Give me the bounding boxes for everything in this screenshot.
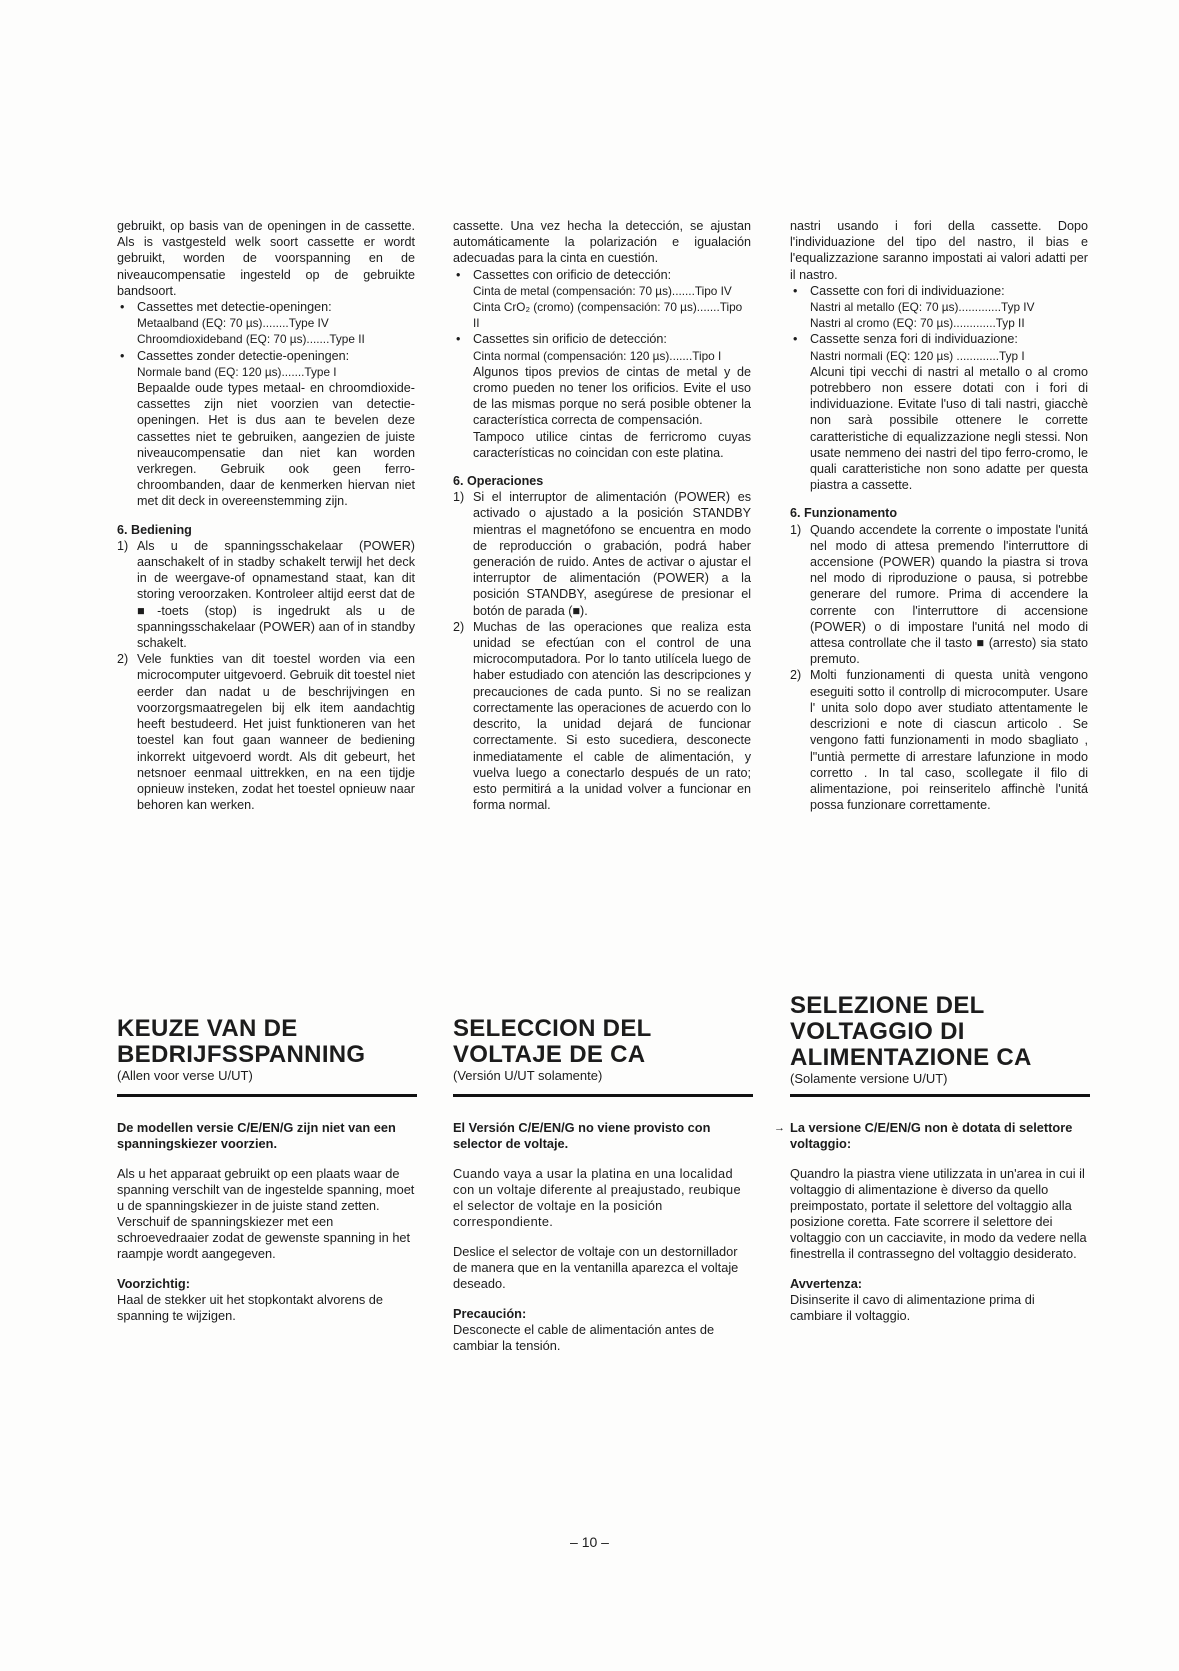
italian-heading-subtitle: (Solamente versione U/UT) (790, 1071, 948, 1086)
spanish-divider (453, 1094, 753, 1097)
dutch-heading-line-1: KEUZE VAN DE (117, 1015, 298, 1042)
spanish-para-1: Cuando vaya a usar la platina en una localidad con un voltaje diferente al preajustado, reubique el selector de voltaje en la posición correspondiente. (453, 1166, 741, 1229)
italian-caution-label: Avvertenza: (790, 1276, 863, 1291)
spanish-item-1-number: 1) (453, 490, 465, 505)
italian-spec-normal: Nastri normali (EQ: 120 µs) .............Typ I (810, 348, 1025, 363)
spanish-item-1-text: Si el interruptor de alimentación (POWER) es activado o ajustado a la posición STANDBY mientras el magnetófono se encuentra en modo de reproducción o grabación, podrá haber generación de ruido. Antes de activar o ajustar el interruptor de alimentación (POWER) a la posición STANDBY, asegúrese de presionar el botón de parada (■). (473, 490, 751, 618)
dutch-voltage-section (117, 1120, 417, 1338)
dutch-spec-normal: Normale band (EQ: 120 µs).......Type I (137, 364, 337, 379)
dutch-bullet-1-title: Cassettes met detectie-openingen: (137, 300, 332, 315)
italian-intro: nastri usando i fori della cassette. Dopo l'individuazione del tipo del nastro, il bias e l'equalizzazione saranno impostati ai valori adatti per il nastro. (790, 219, 1088, 282)
spanish-heading (453, 1016, 753, 1084)
dutch-item-1 (117, 538, 415, 651)
dutch-item-2 (117, 651, 415, 813)
spanish-heading-line-1: SELECCION DEL (453, 1015, 652, 1042)
dutch-caution-text: Haal de stekker uit het stopkontakt alvorens de spanning te wijzigen. (117, 1292, 384, 1323)
spanish-bullet-2-text: Algunos tipos previos de cintas de metal y de cromo pueden no tener los orificios. Evite el uso de las mismas porque no será posible obtener la característica correcta de compensación. (473, 364, 751, 428)
spanish-bullet-2-text-2: Tampoco utilice cintas de ferricromo cuyas características no coincidan con este platina. (473, 429, 751, 460)
spanish-cassette-list (453, 267, 751, 461)
spanish-intro: cassette. Una vez hecha la detección, se ajustan automáticamente la polarización e igualación adecuadas para la cinta en cuestión. (453, 219, 751, 266)
italian-item-1-number: 1) (790, 522, 802, 537)
italian-bullet-1 (790, 283, 1088, 299)
dutch-spec-chrome: Chroomdioxideband (EQ: 70 µs).......Type II (137, 332, 365, 347)
italian-item-2-text: Molti funzionamenti di questa unità vengono eseguiti sotto il controllp di microcomputer. Usare l' unita solo dopo aver studiato attentamente le descrizioni e note di ciascun articolo . Se vengono fatti funzionamenti in modo sbagliato , l"untià permette di arrestare lafunzione in modo corretto . In tal caso, scollegate il filo di alimentazione, poi reinseritelo affinchè l'unitá possa funzionare correttamente. (810, 668, 1088, 813)
italian-item-1-text: Quando accendete la corrente o impostate l'unitá nel modo di attesa premendo l'interruttore di accensione (POWER) quando la piastra si trova nel modo di riproduzione o pausa, si potrebbe generare del rumore. Prima di accendere la corrente con l'interruttore di accensione (POWER) o di impostare l'unitá nel modo di attesa controllate che il tasto ■ (arresto) sia stato premuto. (810, 522, 1088, 667)
dutch-heading (117, 1016, 417, 1084)
spanish-voltage-section (453, 1120, 753, 1368)
italian-divider (790, 1094, 1090, 1097)
italian-notice-wrap (774, 1120, 1090, 1152)
spanish-heading-subtitle: (Versión U/UT solamente) (453, 1068, 603, 1083)
spanish-bullet-2 (453, 331, 751, 347)
italian-upper-column (790, 218, 1088, 813)
italian-bullet-1-title: Cassette con fori di individuazione: (810, 283, 1005, 298)
spanish-para-2: Deslice el selector de voltaje con un destornillador de manera que en la ventanilla aparezca el voltaje deseado. (453, 1244, 739, 1291)
italian-section-title: 6. Funzionamento (790, 506, 898, 521)
italian-caution-text: Disinserite il cavo di alimentazione prima di cambiare il voltaggio. (790, 1292, 1035, 1323)
dutch-bullet-1 (117, 299, 415, 315)
italian-heading (790, 993, 1090, 1087)
italian-cassette-list (790, 283, 1088, 494)
italian-bullet-2 (790, 331, 1088, 347)
dutch-heading-line-2: BEDRIJFSSPANNING (117, 1041, 366, 1068)
dutch-para-1 (117, 1166, 417, 1214)
italian-item-2 (790, 667, 1088, 813)
italian-heading-line-3: ALIMENTAZIONE CA (790, 1044, 1032, 1071)
dutch-divider (117, 1094, 417, 1097)
dutch-notice: De modellen versie C/E/EN/G zijn niet van een spanningskiezer voorzien. (117, 1120, 396, 1151)
italian-voltage-section (774, 1120, 1090, 1338)
italian-item-1 (790, 522, 1088, 668)
italian-notice: La versione C/E/EN/G non è dotata di selettore voltaggio: (790, 1120, 1073, 1151)
dutch-section-title: 6. Bediening (117, 522, 192, 537)
italian-bullet-2-title: Cassette senza fori di individuazione: (810, 332, 1018, 347)
dutch-item-1-text: Als u de spanningsschakelaar (POWER) aanschakelt of in stadby schakelt terwijl het deck in de weergave-of opnamestand staat, kan dit storing veroorzaken. Kontroleer altijd eerst dat de ■-toets (stop) is ingedrukt als u de spanningsschakelaar (POWER) aan of in standby schakelt. (137, 538, 415, 651)
spanish-spec-normal: Cinta normal (compensación: 120 µs).......Tipo I (473, 348, 722, 363)
spanish-spec-chrome: Cinta CrO₂ (cromo) (compensación: 70 µs).......Tipo II (473, 300, 743, 331)
italian-bullet-2-text: Alcuni tipi vecchi di nastri al metallo o al cromo potrebbero non essere dotati con i fori di individuazione. Evitate l'uso di tali nastri, giacchè non sarà possibile ottenere le corrette caratteristiche di equalizzazione negli stessi. Non usate nemmeno dei nastri del tipo ferro-cromo, le quali caratteristiche non sono adatte per questa piastra a cassette. (810, 364, 1088, 493)
spanish-caution-label: Precaución: (453, 1306, 527, 1321)
dutch-upper-column (117, 218, 415, 813)
dutch-item-2-number: 2) (117, 652, 129, 667)
spanish-upper-column (453, 218, 751, 813)
spanish-item-2-number: 2) (453, 619, 465, 634)
dutch-bullet-2-title: Cassettes zonder detectie-openingen: (137, 348, 350, 363)
dutch-para-2: Verschuif de spanningskiezer met een schroevedraaier zodat de gewenste spanning in het raampje wordt aangegeven. (117, 1214, 411, 1261)
spanish-heading-line-2: VOLTAJE DE CA (453, 1041, 646, 1068)
spanish-item-1 (453, 489, 751, 619)
dutch-bullet-2 (117, 348, 415, 364)
spanish-notice: El Versión C/E/EN/G no viene provisto con selector de voltaje. (453, 1120, 711, 1151)
dutch-heading-subtitle: (Allen voor verse U/UT) (117, 1068, 253, 1083)
dutch-cassette-list (117, 299, 415, 510)
italian-spec-metal: Nastri al metallo (EQ: 70 µs).............Typ IV (810, 300, 1035, 315)
dutch-item-2-text: Vele funkties van dit toestel worden via een microcomputer uitgevoerd. Gebruik dit toestel niet eerder dan nadat u de beschrijvingen en voorzorgsmaatregelen bij elk item aandachtig heeft bestudeerd. Het juist funktioneren van het toestel kan fout gaan wanneer de bediening inkorrekt uitgevoerd wordt. Als dit gebeurt, het netsnoer eenmaal uittrekken, en na een tijdje opnieuw insteken, zodat het toestel opnieuw naar behoren kan werken. (137, 652, 415, 813)
dutch-bullet-2-text: Bepaalde oude types metaal- en chroomdioxide-cassettes zijn niet voorzien van detectie-openingen. Het is dus aan te bevelen deze cassettes niet te gebruiken, aangezien de juiste niveaucompensatie dan niet kan worden verkregen. Gebruik ook geen ferro-chroombanden, daar de kenmerken hiervan niet met dit deck in overeenstemming zijn. (137, 381, 415, 509)
spanish-item-2 (453, 619, 751, 813)
spanish-spec-metal: Cinta de metal (compensación: 70 µs).......Tipo IV (473, 283, 732, 298)
spanish-caution-text: Desconecte el cable de alimentación antes de cambiar la tensión. (453, 1322, 715, 1353)
italian-item-2-number: 2) (790, 668, 802, 683)
italian-heading-line-1: SELEZIONE DEL (790, 992, 985, 1019)
dutch-para-1-text: Als u het apparaat gebruikt op een plaats waar de spanning verschilt van de ingestelde spanning, moet u de spanningskiezer in de juiste stand zetten. (117, 1166, 415, 1213)
arrow-icon: → (774, 1122, 785, 1134)
spanish-bullet-2-title: Cassettes sin orificio de detección: (473, 332, 667, 347)
dutch-spec-metal: Metaalband (EQ: 70 µs)........Type IV (137, 316, 329, 331)
spanish-section-title: 6. Operaciones (453, 474, 544, 489)
italian-para-1: Quandro la piastra viene utilizzata in un'area in cui il voltaggio di alimentazione è diverso da quello preimpostato, portate il selettore del voltaggio alla posizione coretta. Fate scorrere il selettore dei voltaggio con un cacciavite, in modo da vedere nella finestrella il contrassegno del voltaggio desiderato. (790, 1166, 1087, 1261)
italian-spec-chrome: Nastri al cromo (EQ: 70 µs).............Typ II (810, 316, 1025, 331)
dutch-caution-label: Voorzichtig: (117, 1276, 190, 1291)
spanish-bullet-1-title: Cassettes con orificio de detección: (473, 267, 672, 282)
dutch-item-1-number: 1) (117, 538, 129, 553)
spanish-bullet-1 (453, 267, 751, 283)
dutch-intro: gebruikt, op basis van de openingen in de cassette. Als is vastgesteld welk soort cassette er wordt gebruikt, worden de voorspanning en de niveaucompensatie ingesteld op de gebruikte bandsoort. (117, 219, 415, 298)
italian-heading-line-2: VOLTAGGIO DI (790, 1018, 965, 1045)
page-number: – 10 – (570, 1534, 609, 1550)
spanish-item-2-text: Muchas de las operaciones que realiza esta unidad se efectúan con el control de una microcomputadora. Por lo tanto utilícela luego de haber estudiado con atención las descripciones y precauciones de cada punto. Si no se realizan correctamente las operaciones de acuerdo con lo descrito, la unidad dejará de funcionar correctamente. Si esto sucediera, desconecte inmediatamente el cable de alimentación, y vuelva luego a conectarlo después de un rato; esto permitirá a la unidad volver a funcionar en forma normal. (473, 619, 751, 813)
